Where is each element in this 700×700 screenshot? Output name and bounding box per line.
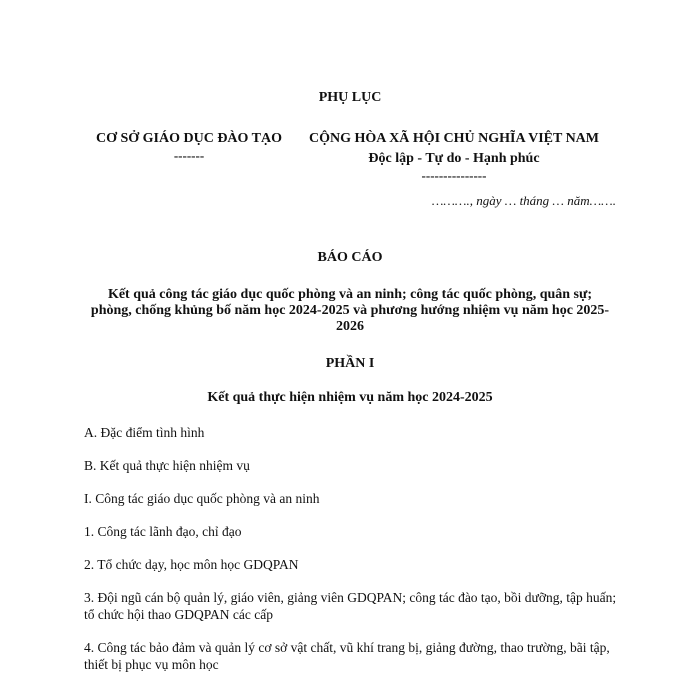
report-title: BÁO CÁO (317, 250, 383, 265)
list-item: I. Công tác giáo dục quốc phòng và an ninh (84, 491, 320, 506)
organization-name: CƠ SỞ GIÁO DỤC ĐÀO TẠO (95, 131, 283, 146)
list-item: 4. Công tác bảo đảm và quản lý cơ sở vật chất, vũ khí trang bị, giảng đường, thao trường, bãi tập, thiết bị phục vụ môn học (84, 640, 610, 672)
list-item: 3. Đội ngũ cán bộ quản lý, giáo viên, giảng viên GDQPAN; công tác đào tạo, bồi dưỡng, tập huấn; tổ chức hội thao GDQPAN các cấp (84, 590, 617, 622)
nation-title: CỘNG HÒA XÃ HỘI CHỦ NGHĨA VIỆT NAM (308, 131, 599, 146)
part-title: Kết quả thực hiện nhiệm vụ năm học 2024-2025 (207, 390, 493, 405)
national-header (292, 131, 616, 183)
organization-block (84, 131, 294, 163)
list-item: B. Kết quả thực hiện nhiệm vụ (84, 458, 250, 473)
section-list (84, 424, 624, 689)
motto: Độc lập - Tự do - Hạnh phúc (368, 151, 540, 166)
list-item: 2. Tổ chức dạy, học môn học GDQPAN (84, 557, 299, 572)
motto-underline: --------------- (421, 168, 487, 183)
organization-underline: ------- (173, 148, 205, 163)
appendix-heading: PHỤ LỤC (318, 90, 382, 105)
list-item: A. Đặc điểm tình hình (84, 425, 205, 440)
list-item: 1. Công tác lãnh đạo, chỉ đạo (84, 524, 242, 539)
part-heading: PHẦN I (325, 356, 375, 371)
date-line: ………., ngày … tháng … năm……. (431, 193, 616, 208)
report-subtitle: Kết quả công tác giáo dục quốc phòng và an ninh; công tác quốc phòng, quân sự; phòng, chống khủng bố năm học 2024-2025 và phương hướng nhiệm vụ năm học 2025-2026 (90, 287, 610, 334)
